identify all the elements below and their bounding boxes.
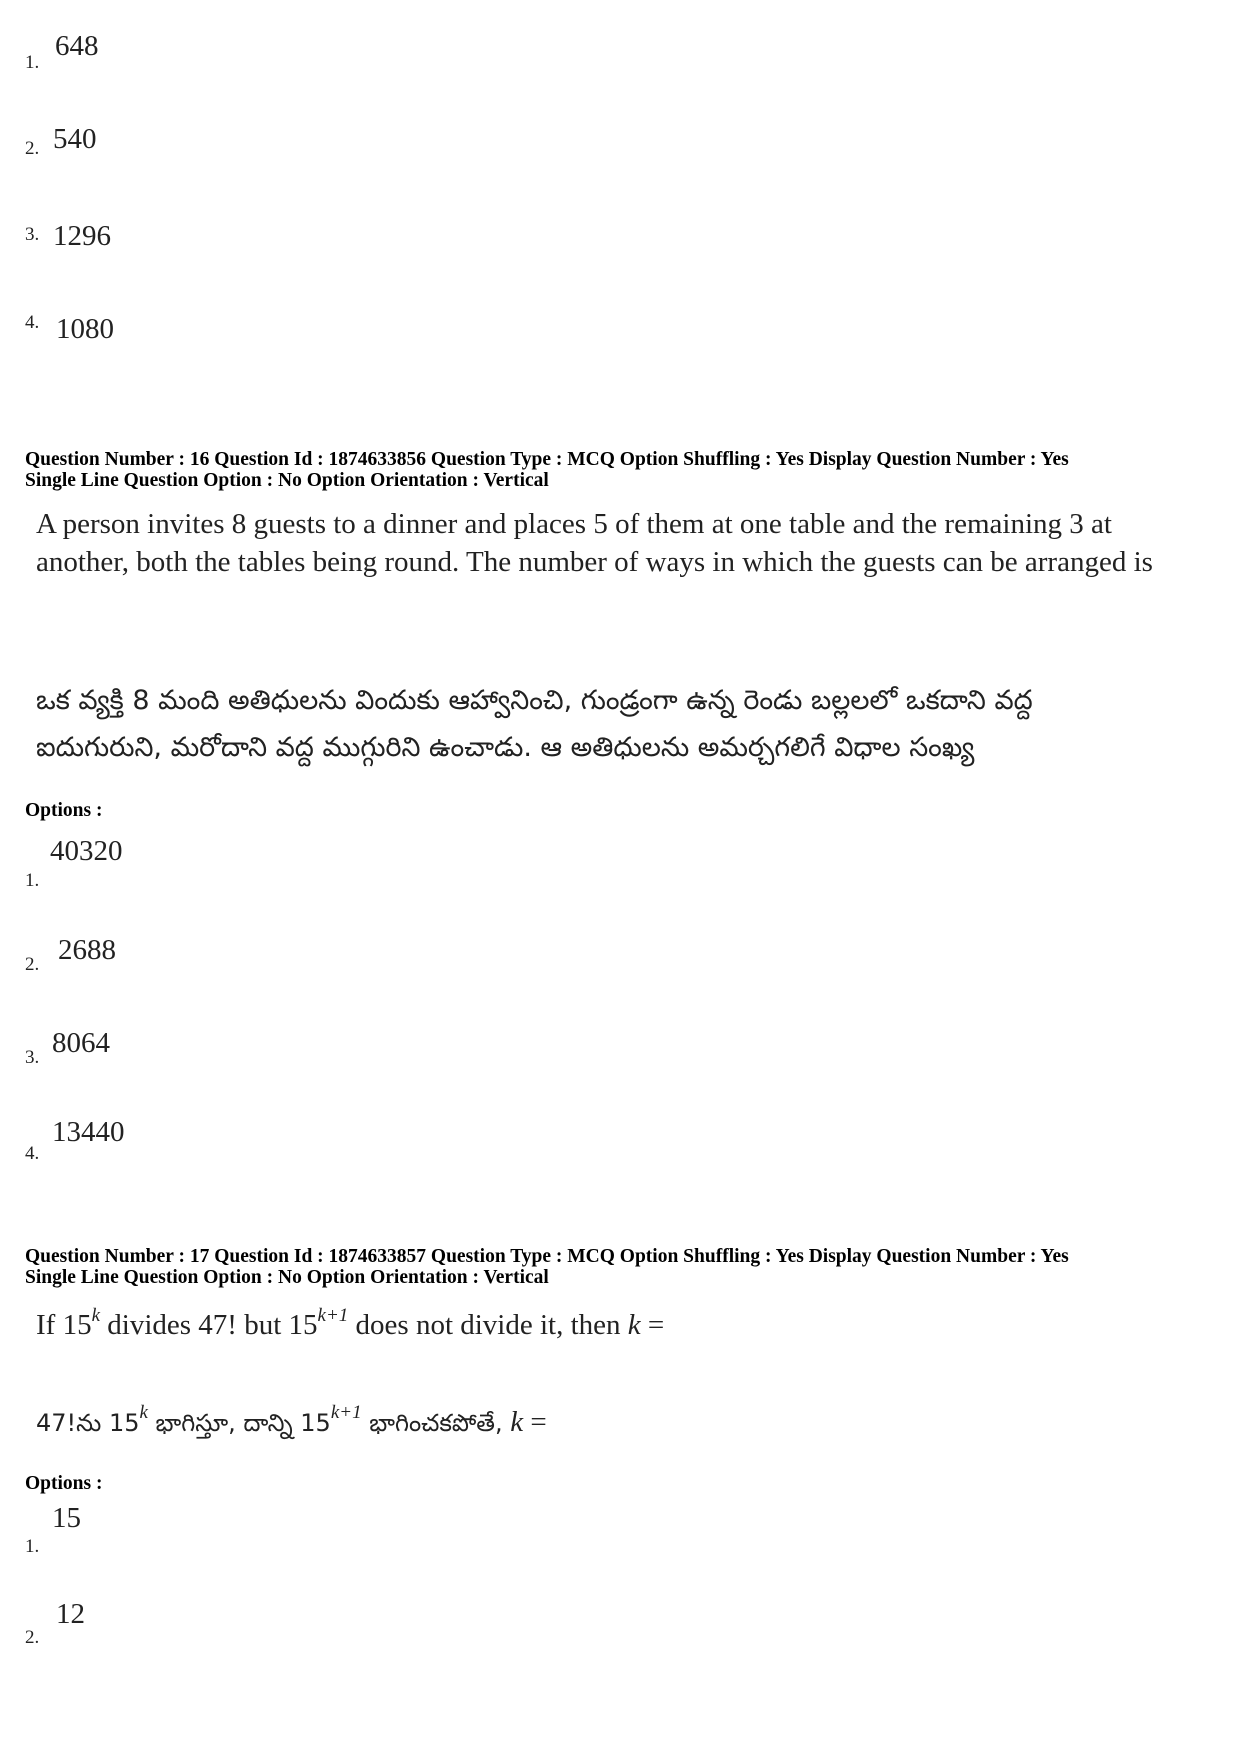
option-value: 1080	[56, 313, 114, 345]
exponent: k	[91, 1305, 101, 1326]
text-segment: =	[640, 1309, 665, 1341]
option-number: 3.	[25, 1047, 40, 1068]
text-segment: does not divide it, then	[348, 1309, 628, 1341]
option-value: 2688	[58, 934, 116, 966]
question-text-telugu: ఒక వ్యక్తి 8 మంది అతిధులను విందుకు ఆహ్వానించి, గుండ్రంగా ఉన్న రెండు బల్లలలో ఒకదాని వద్ద	[36, 685, 1033, 716]
exponent: k+1	[330, 1402, 362, 1423]
question-meta: Single Line Question Option : No Option Orientation : Vertical	[25, 470, 549, 491]
options-label: Options :	[25, 1473, 103, 1494]
exponent: k+1	[317, 1305, 349, 1326]
option-number: 1.	[25, 52, 40, 73]
option-value: 40320	[50, 835, 123, 867]
question-meta: Single Line Question Option : No Option Orientation : Vertical	[25, 1267, 549, 1288]
option-value: 8064	[52, 1027, 110, 1059]
text-segment: divides 47! but 15	[100, 1309, 318, 1341]
options-label: Options :	[25, 800, 103, 821]
option-number: 1.	[25, 1536, 40, 1557]
option-number: 2.	[25, 1627, 40, 1648]
text-segment: భాగిస్తూ, దాన్ని 15	[147, 1409, 331, 1437]
question-meta: Question Number : 16 Question Id : 1874633856 Question Type : MCQ Option Shuffling : Yes Display Question Number : Yes	[25, 449, 1069, 470]
option-number: 3.	[25, 224, 40, 245]
text-segment: 47!ను 15	[36, 1409, 140, 1437]
option-number: 2.	[25, 138, 40, 159]
question-text-telugu: ఐదుగురుని, మరోదాని వద్ద ముగ్గురిని ఉంచాడు. ఆ అతిధులను అమర్చగలిగే విధాల సంఖ్య	[36, 732, 975, 763]
text-segment: భాగించకపోతే,	[361, 1409, 511, 1437]
question-text-english	[36, 1305, 664, 1342]
option-number: 4.	[25, 1143, 40, 1164]
variable: k	[627, 1309, 641, 1341]
exponent: k	[139, 1402, 148, 1423]
option-number: 2.	[25, 954, 40, 975]
question-meta: Question Number : 17 Question Id : 1874633857 Question Type : MCQ Option Shuffling : Yes Display Question Number : Yes	[25, 1246, 1069, 1267]
option-number: 1.	[25, 870, 40, 891]
variable: k	[510, 1406, 524, 1438]
question-text-telugu	[36, 1402, 547, 1443]
option-value: 13440	[52, 1116, 125, 1148]
option-number: 4.	[25, 312, 40, 333]
option-value: 1296	[53, 220, 111, 252]
question-text-english: A person invites 8 guests to a dinner and places 5 of them at one table and the remaining 3 at another, both the tables being round. The number of ways in which the guests can be arranged is	[36, 508, 1153, 578]
option-value: 540	[53, 123, 97, 155]
option-value: 648	[55, 30, 99, 62]
text-segment: If 15	[36, 1309, 92, 1341]
option-value: 15	[52, 1502, 81, 1534]
text-segment: =	[523, 1406, 547, 1438]
option-value: 12	[56, 1598, 85, 1630]
